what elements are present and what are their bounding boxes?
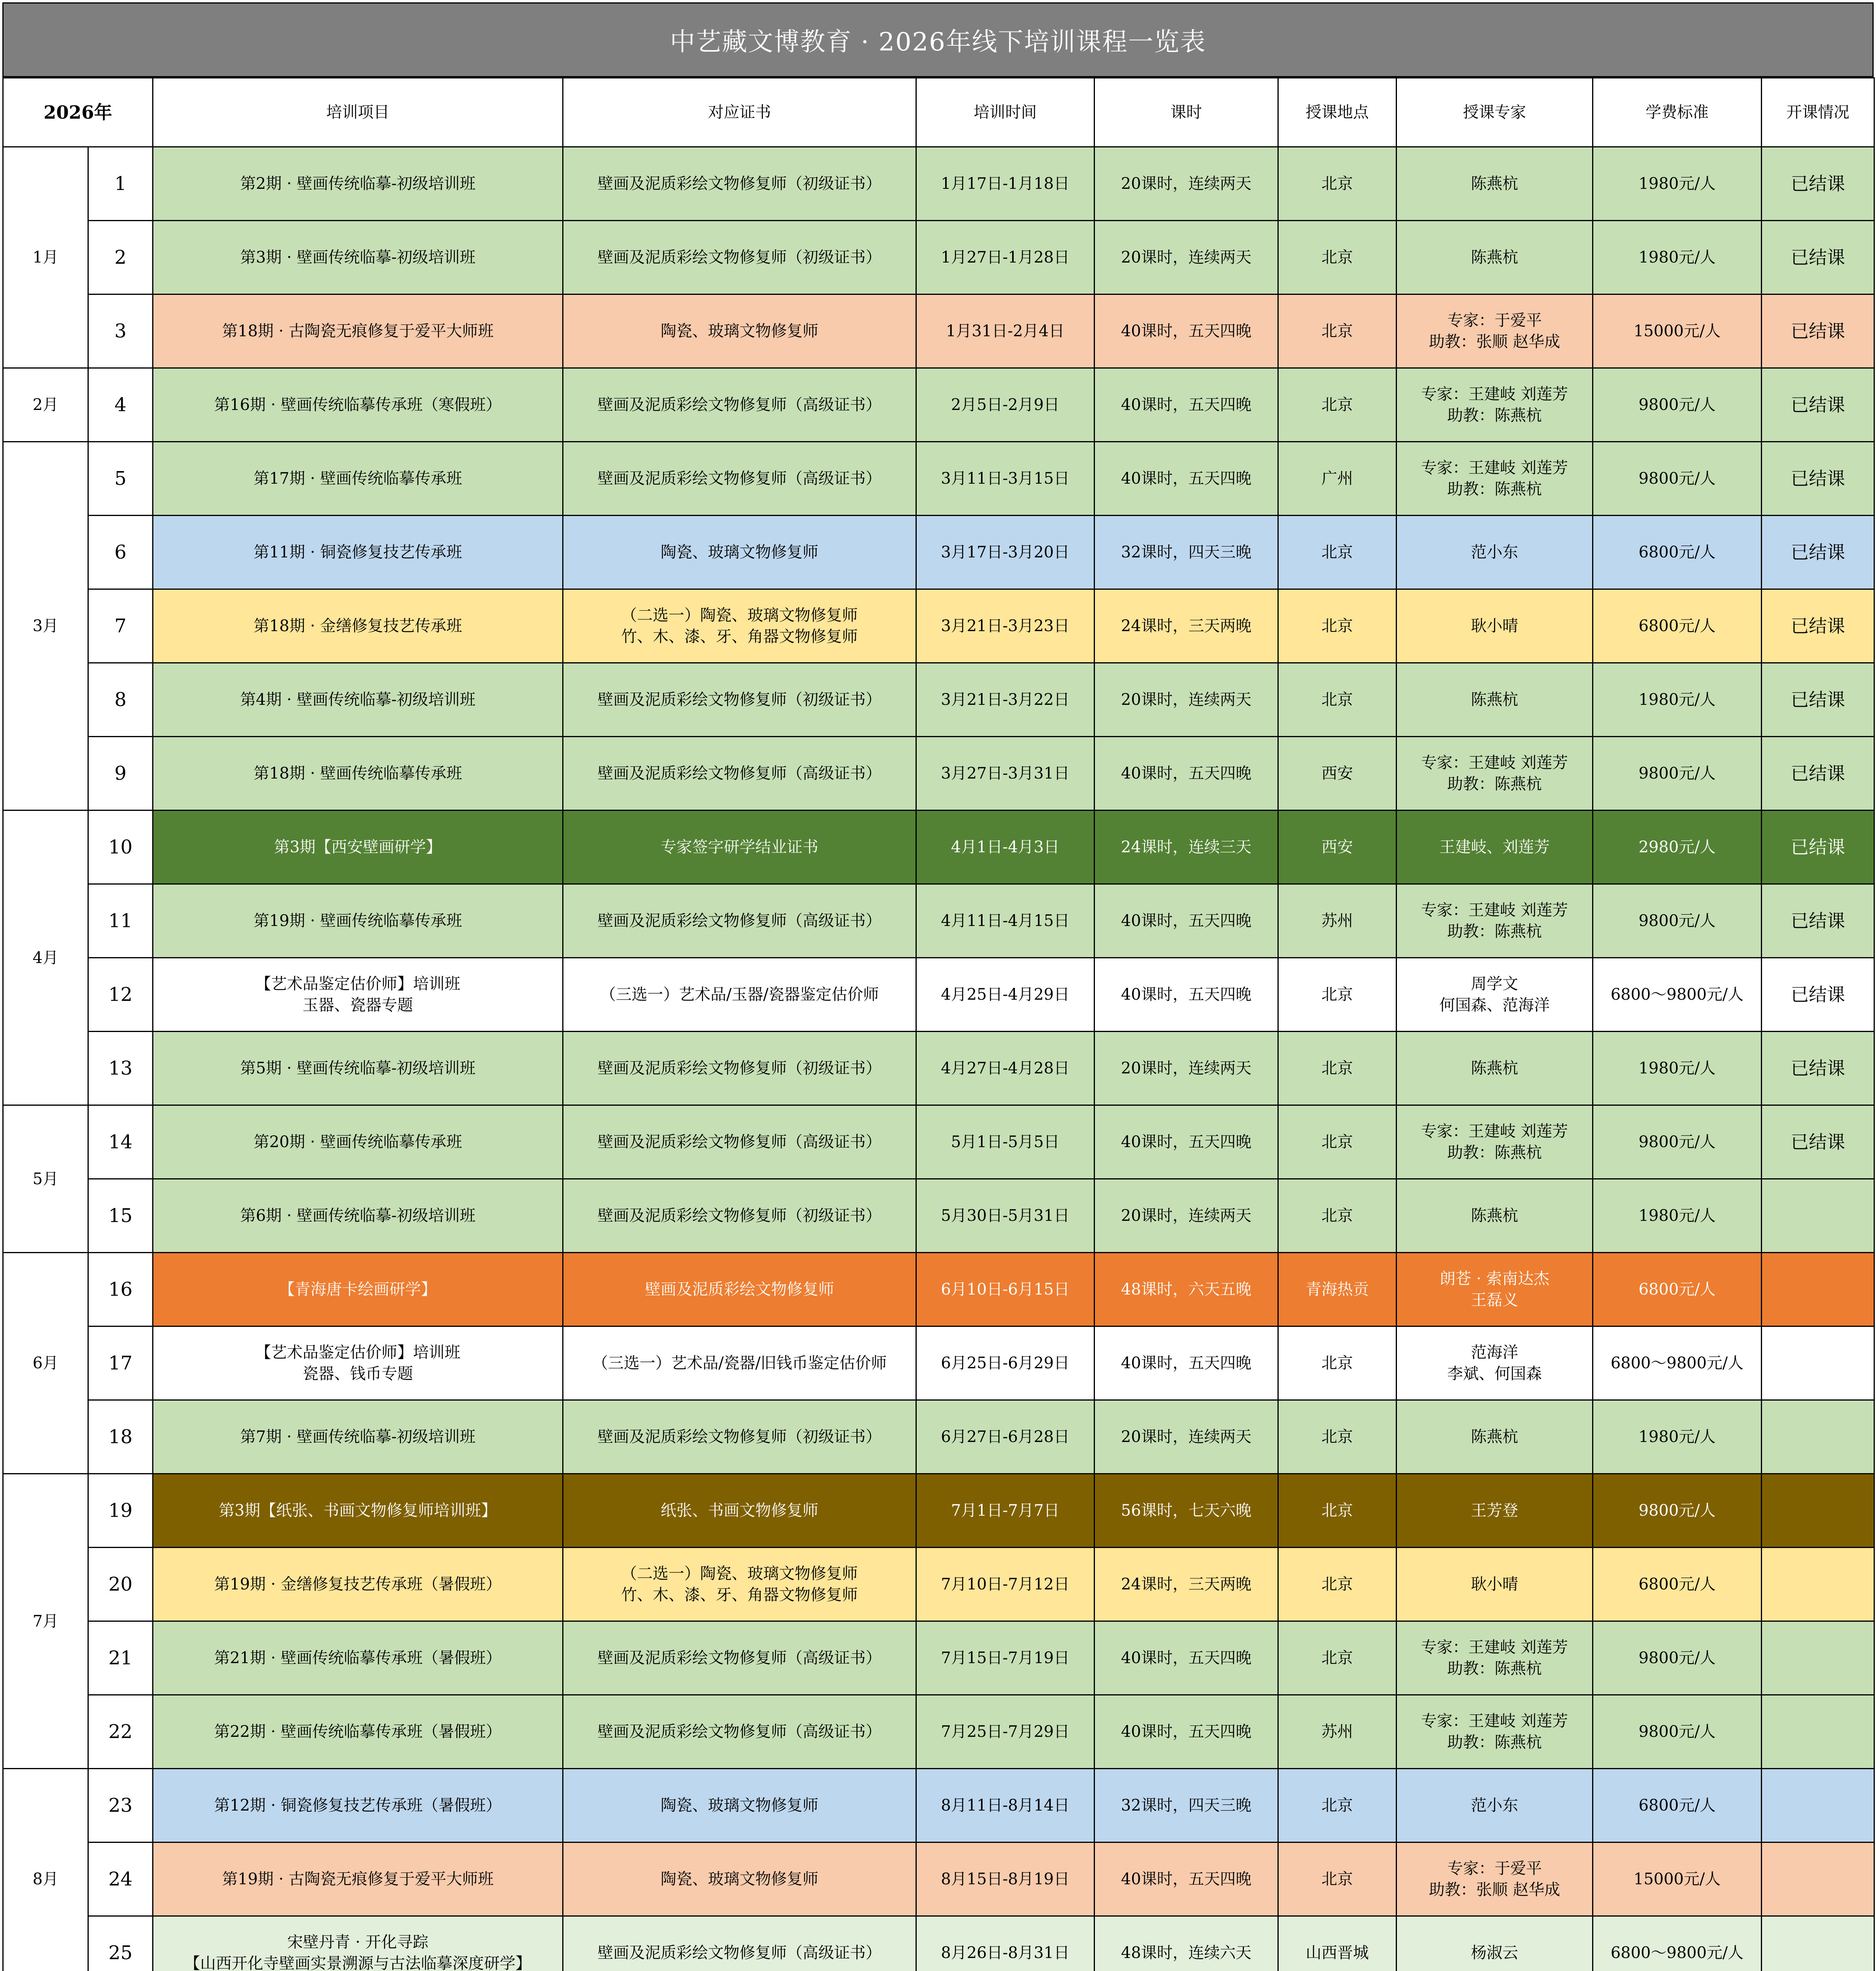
course-time: 3月27日-3月31日	[916, 737, 1095, 810]
course-project: 宋壁丹青 · 开化寻踪 【山西开化寺壁画实景溯源与古法临摹深度研学】	[153, 1916, 563, 1971]
course-time: 6月27日-6月28日	[916, 1400, 1095, 1474]
course-fee: 9800元/人	[1593, 737, 1762, 810]
course-time: 2月5日-2月9日	[916, 368, 1095, 442]
course-fee: 9800元/人	[1593, 1621, 1762, 1695]
month-label: 4月	[3, 810, 88, 1105]
course-expert: 专家：于爱平 助教：张顺 赵华成	[1397, 294, 1593, 368]
course-fee: 9800元/人	[1593, 368, 1762, 442]
course-project: 第22期 · 壁画传统临摹传承班（暑假班）	[153, 1695, 563, 1769]
course-location: 北京	[1278, 958, 1397, 1032]
course-project: 【青海唐卡绘画研学】	[153, 1253, 563, 1326]
course-time: 1月31日-2月4日	[916, 294, 1095, 368]
course-location: 北京	[1278, 368, 1397, 442]
course-certificate: 壁画及泥质彩绘文物修复师（高级证书）	[563, 1695, 916, 1769]
course-hours: 24课时，连续三天	[1095, 810, 1278, 884]
course-fee: 1980元/人	[1593, 1179, 1762, 1253]
course-certificate: （三选一）艺术品/玉器/瓷器鉴定估价师	[563, 958, 916, 1032]
table-row	[3, 810, 1874, 884]
course-location: 北京	[1278, 1400, 1397, 1474]
table-row	[3, 221, 1874, 294]
course-expert: 朗苍 · 索南达杰 王磊义	[1397, 1253, 1593, 1326]
course-project: 第11期 · 铜瓷修复技艺传承班	[153, 516, 563, 589]
course-location: 北京	[1278, 516, 1397, 589]
course-expert: 专家：王建岐 刘莲芳 助教：陈燕杭	[1397, 442, 1593, 516]
course-time: 5月1日-5月5日	[916, 1105, 1095, 1179]
table-row	[3, 958, 1874, 1032]
course-fee: 6800元/人	[1593, 589, 1762, 663]
course-hours: 40课时，五天四晚	[1095, 1621, 1278, 1695]
table-row	[3, 368, 1874, 442]
course-project: 第5期 · 壁画传统临摹-初级培训班	[153, 1032, 563, 1105]
course-project: 第3期【纸张、书画文物修复师培训班】	[153, 1474, 563, 1548]
course-number: 24	[88, 1842, 153, 1916]
course-hours: 40课时，五天四晚	[1095, 442, 1278, 516]
table-row	[3, 1253, 1874, 1326]
course-status	[1762, 1695, 1874, 1769]
course-project: 第17期 · 壁画传统临摹传承班	[153, 442, 563, 516]
course-status	[1762, 1253, 1874, 1326]
course-hours: 20课时，连续两天	[1095, 147, 1278, 221]
course-time: 8月15日-8月19日	[916, 1842, 1095, 1916]
course-hours: 20课时，连续两天	[1095, 1400, 1278, 1474]
course-location: 广州	[1278, 442, 1397, 516]
course-expert: 专家：于爱平 助教：张顺 赵华成	[1397, 1842, 1593, 1916]
course-number: 11	[88, 884, 153, 958]
course-certificate: 壁画及泥质彩绘文物修复师（高级证书）	[563, 737, 916, 810]
course-location: 西安	[1278, 810, 1397, 884]
course-fee: 1980元/人	[1593, 147, 1762, 221]
course-certificate: 纸张、书画文物修复师	[563, 1474, 916, 1548]
course-fee: 1980元/人	[1593, 663, 1762, 737]
course-certificate: 壁画及泥质彩绘文物修复师（高级证书）	[563, 368, 916, 442]
course-expert: 专家：王建岐 刘莲芳 助教：陈燕杭	[1397, 1105, 1593, 1179]
course-status	[1762, 1179, 1874, 1253]
course-certificate: 壁画及泥质彩绘文物修复师（初级证书）	[563, 1179, 916, 1253]
header-time: 培训时间	[916, 78, 1095, 147]
course-hours: 40课时，五天四晚	[1095, 368, 1278, 442]
course-expert: 耿小晴	[1397, 589, 1593, 663]
course-number: 23	[88, 1769, 153, 1842]
course-fee: 9800元/人	[1593, 1105, 1762, 1179]
course-location: 青海热贡	[1278, 1253, 1397, 1326]
table-row	[3, 1105, 1874, 1179]
header-expert: 授课专家	[1397, 78, 1593, 147]
course-expert: 陈燕杭	[1397, 1179, 1593, 1253]
course-hours: 24课时，三天两晚	[1095, 1548, 1278, 1621]
table-row	[3, 516, 1874, 589]
course-number: 16	[88, 1253, 153, 1326]
course-status: 已结课	[1762, 589, 1874, 663]
course-status: 已结课	[1762, 1105, 1874, 1179]
page-title: 中艺藏文博教育 · 2026年线下培训课程一览表	[2, 2, 1874, 77]
course-certificate: 陶瓷、玻璃文物修复师	[563, 1769, 916, 1842]
course-expert: 陈燕杭	[1397, 663, 1593, 737]
course-project: 第4期 · 壁画传统临摹-初级培训班	[153, 663, 563, 737]
course-hours: 32课时，四天三晚	[1095, 1769, 1278, 1842]
course-expert: 专家：王建岐 刘莲芳 助教：陈燕杭	[1397, 737, 1593, 810]
course-status: 已结课	[1762, 884, 1874, 958]
course-number: 10	[88, 810, 153, 884]
course-status: 已结课	[1762, 368, 1874, 442]
table-row	[3, 294, 1874, 368]
course-number: 18	[88, 1400, 153, 1474]
course-certificate: （二选一）陶瓷、玻璃文物修复师 竹、木、漆、牙、角器文物修复师	[563, 589, 916, 663]
course-time: 3月11日-3月15日	[916, 442, 1095, 516]
course-location: 北京	[1278, 1326, 1397, 1400]
course-fee: 9800元/人	[1593, 884, 1762, 958]
table-row	[3, 1548, 1874, 1621]
course-location: 北京	[1278, 1474, 1397, 1548]
course-project: 第21期 · 壁画传统临摹传承班（暑假班）	[153, 1621, 563, 1695]
course-project: 第18期 · 壁画传统临摹传承班	[153, 737, 563, 810]
course-hours: 20课时，连续两天	[1095, 663, 1278, 737]
course-project: 【艺术品鉴定估价师】培训班 瓷器、钱币专题	[153, 1326, 563, 1400]
course-number: 13	[88, 1032, 153, 1105]
course-fee: 6800元/人	[1593, 516, 1762, 589]
table-row	[3, 1326, 1874, 1400]
course-fee: 15000元/人	[1593, 1842, 1762, 1916]
course-time: 6月25日-6月29日	[916, 1326, 1095, 1400]
course-time: 7月10日-7月12日	[916, 1548, 1095, 1621]
course-certificate: （三选一）艺术品/瓷器/旧钱币鉴定估价师	[563, 1326, 916, 1400]
course-hours: 40课时，五天四晚	[1095, 1105, 1278, 1179]
course-location: 北京	[1278, 1548, 1397, 1621]
course-project: 第6期 · 壁画传统临摹-初级培训班	[153, 1179, 563, 1253]
course-project: 第19期 · 金缮修复技艺传承班（暑假班）	[153, 1548, 563, 1621]
course-status	[1762, 1400, 1874, 1474]
course-number: 1	[88, 147, 153, 221]
course-time: 5月30日-5月31日	[916, 1179, 1095, 1253]
table-row	[3, 1032, 1874, 1105]
course-fee: 6800～9800元/人	[1593, 1326, 1762, 1400]
table-row	[3, 1474, 1874, 1548]
header-project: 培训项目	[153, 78, 563, 147]
course-fee: 9800元/人	[1593, 442, 1762, 516]
course-time: 7月1日-7月7日	[916, 1474, 1095, 1548]
course-number: 19	[88, 1474, 153, 1548]
course-location: 北京	[1278, 1842, 1397, 1916]
course-time: 3月21日-3月23日	[916, 589, 1095, 663]
course-hours: 40课时，五天四晚	[1095, 884, 1278, 958]
course-time: 6月10日-6月15日	[916, 1253, 1095, 1326]
course-fee: 2980元/人	[1593, 810, 1762, 884]
course-certificate: 壁画及泥质彩绘文物修复师（高级证书）	[563, 884, 916, 958]
course-hours: 24课时，三天两晚	[1095, 589, 1278, 663]
course-fee: 6800～9800元/人	[1593, 958, 1762, 1032]
course-status	[1762, 1474, 1874, 1548]
course-hours: 20课时，连续两天	[1095, 1179, 1278, 1253]
course-time: 3月21日-3月22日	[916, 663, 1095, 737]
course-status: 已结课	[1762, 958, 1874, 1032]
table-row	[3, 442, 1874, 516]
course-hours: 40课时，五天四晚	[1095, 1842, 1278, 1916]
course-time: 4月11日-4月15日	[916, 884, 1095, 958]
table-row	[3, 1769, 1874, 1842]
course-location: 北京	[1278, 1105, 1397, 1179]
course-certificate: 壁画及泥质彩绘文物修复师（初级证书）	[563, 1400, 916, 1474]
course-status: 已结课	[1762, 147, 1874, 221]
course-status	[1762, 1548, 1874, 1621]
course-hours: 56课时，七天六晚	[1095, 1474, 1278, 1548]
course-expert: 专家：王建岐 刘莲芳 助教：陈燕杭	[1397, 884, 1593, 958]
course-status	[1762, 1842, 1874, 1916]
course-hours: 32课时，四天三晚	[1095, 516, 1278, 589]
course-certificate: 陶瓷、玻璃文物修复师	[563, 516, 916, 589]
course-time: 4月27日-4月28日	[916, 1032, 1095, 1105]
header-location: 授课地点	[1278, 78, 1397, 147]
course-fee: 6800元/人	[1593, 1253, 1762, 1326]
course-number: 20	[88, 1548, 153, 1621]
course-number: 6	[88, 516, 153, 589]
month-label: 8月	[3, 1769, 88, 1971]
course-status: 已结课	[1762, 516, 1874, 589]
course-number: 4	[88, 368, 153, 442]
course-number: 3	[88, 294, 153, 368]
table-row	[3, 884, 1874, 958]
course-time: 4月1日-4月3日	[916, 810, 1095, 884]
table-row	[3, 1916, 1874, 1971]
course-project: 第2期 · 壁画传统临摹-初级培训班	[153, 147, 563, 221]
table-row	[3, 589, 1874, 663]
course-hours: 48课时，六天五晚	[1095, 1253, 1278, 1326]
course-location: 西安	[1278, 737, 1397, 810]
course-certificate: 壁画及泥质彩绘文物修复师（初级证书）	[563, 1032, 916, 1105]
course-fee: 6800元/人	[1593, 1548, 1762, 1621]
header-fee: 学费标准	[1593, 78, 1762, 147]
course-time: 7月25日-7月29日	[916, 1695, 1095, 1769]
course-hours: 40课时，五天四晚	[1095, 294, 1278, 368]
course-time: 7月15日-7月19日	[916, 1621, 1095, 1695]
course-project: 第3期【西安壁画研学】	[153, 810, 563, 884]
course-fee: 9800元/人	[1593, 1474, 1762, 1548]
course-certificate: （二选一）陶瓷、玻璃文物修复师 竹、木、漆、牙、角器文物修复师	[563, 1548, 916, 1621]
course-time: 1月17日-1月18日	[916, 147, 1095, 221]
course-status: 已结课	[1762, 294, 1874, 368]
header-status: 开课情况	[1762, 78, 1874, 147]
course-certificate: 壁画及泥质彩绘文物修复师	[563, 1253, 916, 1326]
month-label: 6月	[3, 1253, 88, 1474]
course-hours: 48课时，连续六天	[1095, 1916, 1278, 1971]
course-status	[1762, 1916, 1874, 1971]
course-expert: 专家：王建岐 刘莲芳 助教：陈燕杭	[1397, 368, 1593, 442]
month-label: 3月	[3, 442, 88, 810]
course-time: 8月26日-8月31日	[916, 1916, 1095, 1971]
header-year: 2026年	[3, 78, 153, 147]
course-time: 1月27日-1月28日	[916, 221, 1095, 294]
table-row	[3, 147, 1874, 221]
course-location: 北京	[1278, 147, 1397, 221]
course-location: 山西晋城	[1278, 1916, 1397, 1971]
course-number: 8	[88, 663, 153, 737]
course-status: 已结课	[1762, 221, 1874, 294]
course-certificate: 陶瓷、玻璃文物修复师	[563, 294, 916, 368]
header-row	[3, 78, 1874, 147]
table-row	[3, 1695, 1874, 1769]
course-hours: 40课时，五天四晚	[1095, 958, 1278, 1032]
month-label: 5月	[3, 1105, 88, 1253]
course-expert: 专家：王建岐 刘莲芳 助教：陈燕杭	[1397, 1621, 1593, 1695]
course-number: 25	[88, 1916, 153, 1971]
course-number: 17	[88, 1326, 153, 1400]
table-row	[3, 1621, 1874, 1695]
table-row	[3, 1400, 1874, 1474]
course-hours: 20课时，连续两天	[1095, 1032, 1278, 1105]
course-project: 第18期 · 古陶瓷无痕修复于爱平大师班	[153, 294, 563, 368]
course-location: 苏州	[1278, 884, 1397, 958]
course-status: 已结课	[1762, 737, 1874, 810]
course-status	[1762, 1769, 1874, 1842]
course-fee: 1980元/人	[1593, 1032, 1762, 1105]
table-row	[3, 1842, 1874, 1916]
course-location: 北京	[1278, 589, 1397, 663]
course-project: 第7期 · 壁画传统临摹-初级培训班	[153, 1400, 563, 1474]
course-number: 12	[88, 958, 153, 1032]
course-project: 第19期 · 古陶瓷无痕修复于爱平大师班	[153, 1842, 563, 1916]
month-label: 1月	[3, 147, 88, 368]
course-expert: 陈燕杭	[1397, 1400, 1593, 1474]
course-location: 北京	[1278, 1621, 1397, 1695]
course-status	[1762, 1326, 1874, 1400]
course-location: 北京	[1278, 1769, 1397, 1842]
course-hours: 40课时，五天四晚	[1095, 1695, 1278, 1769]
course-location: 北京	[1278, 1179, 1397, 1253]
course-expert: 陈燕杭	[1397, 147, 1593, 221]
course-project: 第19期 · 壁画传统临摹传承班	[153, 884, 563, 958]
course-status	[1762, 1621, 1874, 1695]
course-expert: 耿小晴	[1397, 1548, 1593, 1621]
course-certificate: 壁画及泥质彩绘文物修复师（高级证书）	[563, 442, 916, 516]
course-expert: 王建岐、刘莲芳	[1397, 810, 1593, 884]
course-certificate: 壁画及泥质彩绘文物修复师（初级证书）	[563, 147, 916, 221]
course-certificate: 壁画及泥质彩绘文物修复师（高级证书）	[563, 1916, 916, 1971]
table-row	[3, 1179, 1874, 1253]
course-status: 已结课	[1762, 810, 1874, 884]
course-project: 第18期 · 金缮修复技艺传承班	[153, 589, 563, 663]
table-row	[3, 737, 1874, 810]
course-fee: 1980元/人	[1593, 1400, 1762, 1474]
course-expert: 周学文 何国森、范海洋	[1397, 958, 1593, 1032]
course-fee: 6800～9800元/人	[1593, 1916, 1762, 1971]
course-number: 22	[88, 1695, 153, 1769]
course-number: 9	[88, 737, 153, 810]
course-table-body	[3, 147, 1874, 1971]
course-status: 已结课	[1762, 1032, 1874, 1105]
course-number: 21	[88, 1621, 153, 1695]
header-certificate: 对应证书	[563, 78, 916, 147]
month-label: 2月	[3, 368, 88, 442]
course-project: 第16期 · 壁画传统临摹传承班（寒假班）	[153, 368, 563, 442]
course-project: 第12期 · 铜瓷修复技艺传承班（暑假班）	[153, 1769, 563, 1842]
course-location: 北京	[1278, 1032, 1397, 1105]
course-project: 第3期 · 壁画传统临摹-初级培训班	[153, 221, 563, 294]
course-expert: 杨淑云	[1397, 1916, 1593, 1971]
course-hours: 40课时，五天四晚	[1095, 1326, 1278, 1400]
header-hours: 课时	[1095, 78, 1278, 147]
course-fee: 15000元/人	[1593, 294, 1762, 368]
course-expert: 范海洋 李斌、何国森	[1397, 1326, 1593, 1400]
course-number: 14	[88, 1105, 153, 1179]
course-fee: 9800元/人	[1593, 1695, 1762, 1769]
course-expert: 陈燕杭	[1397, 1032, 1593, 1105]
course-project: 第20期 · 壁画传统临摹传承班	[153, 1105, 563, 1179]
course-certificate: 陶瓷、玻璃文物修复师	[563, 1842, 916, 1916]
course-status: 已结课	[1762, 442, 1874, 516]
month-label: 7月	[3, 1474, 88, 1769]
course-number: 5	[88, 442, 153, 516]
course-certificate: 壁画及泥质彩绘文物修复师（初级证书）	[563, 663, 916, 737]
course-expert: 范小东	[1397, 1769, 1593, 1842]
course-hours: 40课时，五天四晚	[1095, 737, 1278, 810]
course-hours: 20课时，连续两天	[1095, 221, 1278, 294]
course-project: 【艺术品鉴定估价师】培训班 玉器、瓷器专题	[153, 958, 563, 1032]
course-number: 2	[88, 221, 153, 294]
course-location: 北京	[1278, 221, 1397, 294]
course-certificate: 壁画及泥质彩绘文物修复师（高级证书）	[563, 1105, 916, 1179]
course-expert: 专家：王建岐 刘莲芳 助教：陈燕杭	[1397, 1695, 1593, 1769]
course-expert: 范小东	[1397, 516, 1593, 589]
course-fee: 6800元/人	[1593, 1769, 1762, 1842]
course-schedule-sheet	[2, 2, 1874, 1971]
course-time: 4月25日-4月29日	[916, 958, 1095, 1032]
course-location: 北京	[1278, 294, 1397, 368]
course-location: 苏州	[1278, 1695, 1397, 1769]
course-number: 7	[88, 589, 153, 663]
table-row	[3, 663, 1874, 737]
course-time: 8月11日-8月14日	[916, 1769, 1095, 1842]
course-number: 15	[88, 1179, 153, 1253]
course-fee: 1980元/人	[1593, 221, 1762, 294]
course-expert: 王芳登	[1397, 1474, 1593, 1548]
course-certificate: 壁画及泥质彩绘文物修复师（初级证书）	[563, 221, 916, 294]
course-time: 3月17日-3月20日	[916, 516, 1095, 589]
course-location: 北京	[1278, 663, 1397, 737]
course-expert: 陈燕杭	[1397, 221, 1593, 294]
course-certificate: 专家签字研学结业证书	[563, 810, 916, 884]
course-certificate: 壁画及泥质彩绘文物修复师（高级证书）	[563, 1621, 916, 1695]
course-status: 已结课	[1762, 663, 1874, 737]
course-table	[2, 77, 1875, 1971]
